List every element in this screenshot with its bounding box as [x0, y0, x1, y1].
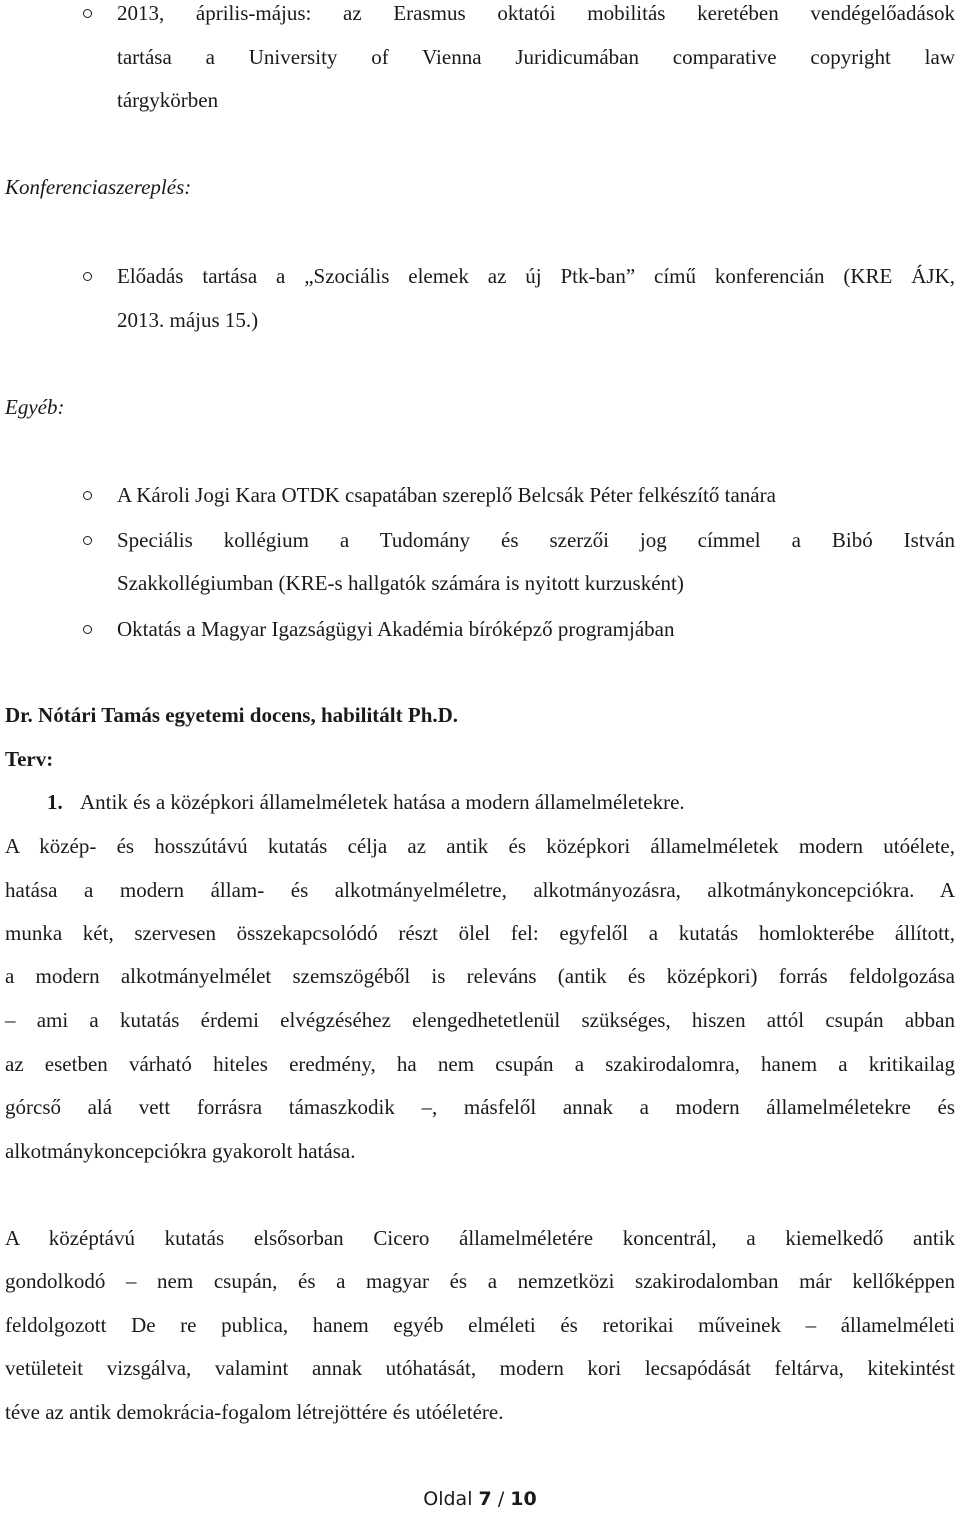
bullet-icon — [83, 9, 92, 18]
total-page-count: 10 — [510, 1488, 537, 1510]
page-separator: / — [497, 1488, 505, 1510]
bullet-icon — [83, 491, 92, 500]
list-item-line: Előadás tartása a „Szociális elemek az új Ptk-ban” című konferencián (KRE ÁJK, — [117, 264, 955, 288]
plan-label: Terv: — [5, 747, 54, 771]
paragraph-line: munka két, szervesen összekapcsolódó részt ölel fel: egyfelől a kutatás homlokterébe állított, — [5, 921, 955, 945]
page-label: Oldal — [423, 1488, 473, 1510]
paragraph-line: górcső alá vett forrásra támaszkodik –, másfelől annak a modern államelméletekre és — [5, 1095, 955, 1119]
paragraph-line: feldolgozott De re publica, hanem egyéb elméleti és retorikai műveinek – államelméleti — [5, 1313, 955, 1337]
paragraph-line: A középtávú kutatás elsősorban Cicero államelméletére koncentrál, a kiemelkedő antik — [5, 1226, 955, 1250]
bullet-icon — [83, 536, 92, 545]
list-item-line: Oktatás a Magyar Igazságügyi Akadémia bíróképző programjában — [117, 617, 675, 641]
page-footer — [0, 1490, 960, 1509]
paragraph-line: A közép- és hosszútávú kutatás célja az antik és középkori államelméletek modern utóélete, — [5, 834, 955, 858]
paragraph-line: alkotmánykoncepciókra gyakorolt hatása. — [5, 1139, 356, 1163]
bullet-icon — [83, 625, 92, 634]
list-item-line: tartása a University of Vienna Juridicumában comparative copyright law — [117, 45, 955, 69]
bullet-icon — [83, 272, 92, 281]
list-item-line: tárgykörben — [117, 88, 219, 112]
paragraph-line: hatása a modern állam- és alkotmányelméletre, alkotmányozásra, alkotmánykoncepciókra. A — [5, 878, 955, 902]
person-name: Dr. Nótári Tamás egyetemi docens, habilitált Ph.D. — [5, 703, 459, 727]
list-item-line: Szakkollégiumban (KRE-s hallgatók számára is nyitott kurzusként) — [117, 571, 684, 595]
section-heading-other: Egyéb: — [5, 395, 65, 419]
paragraph-line: gondolkodó – nem csupán, és a magyar és a nemzetközi szakirodalomban már kellőképpen — [5, 1269, 955, 1293]
current-page-number: 7 — [478, 1488, 492, 1510]
paragraph-line: – ami a kutatás érdemi elvégzéséhez elengedhetetlenül szükséges, hiszen attól csupán abban — [5, 1008, 955, 1032]
list-item-line: 2013. május 15.) — [117, 308, 259, 332]
paragraph-line: a modern alkotmányelmélet szemszögéből is releváns (antik és középkori) forrás feldolgozása — [5, 964, 955, 988]
paragraph-line: az esetben várható hiteles eredmény, ha nem csupán a szakirodalomra, hanem a kritikailag — [5, 1052, 955, 1076]
paragraph-line: vetületeit vizsgálva, valamint annak utóhatását, modern kori lecsapódását feltárva, kitekintést — [5, 1356, 955, 1380]
list-item-line: A Károli Jogi Kara OTDK csapatában szereplő Belcsák Péter felkészítő tanára — [117, 483, 776, 507]
paragraph-line: téve az antik demokrácia-fogalom létrejöttére és utóéletére. — [5, 1400, 504, 1424]
list-item-line: 2013, április-május: az Erasmus oktatói mobilitás keretében vendégelőadások — [117, 1, 955, 25]
section-heading-conference: Konferenciaszereplés: — [5, 175, 192, 199]
list-item-line: Speciális kollégium a Tudomány és szerzői jog címmel a Bibó István — [117, 528, 955, 552]
plan-item-title: Antik és a középkori államelméletek hatása a modern államelméletekre. — [80, 790, 685, 814]
plan-item-number: 1. — [47, 790, 63, 814]
